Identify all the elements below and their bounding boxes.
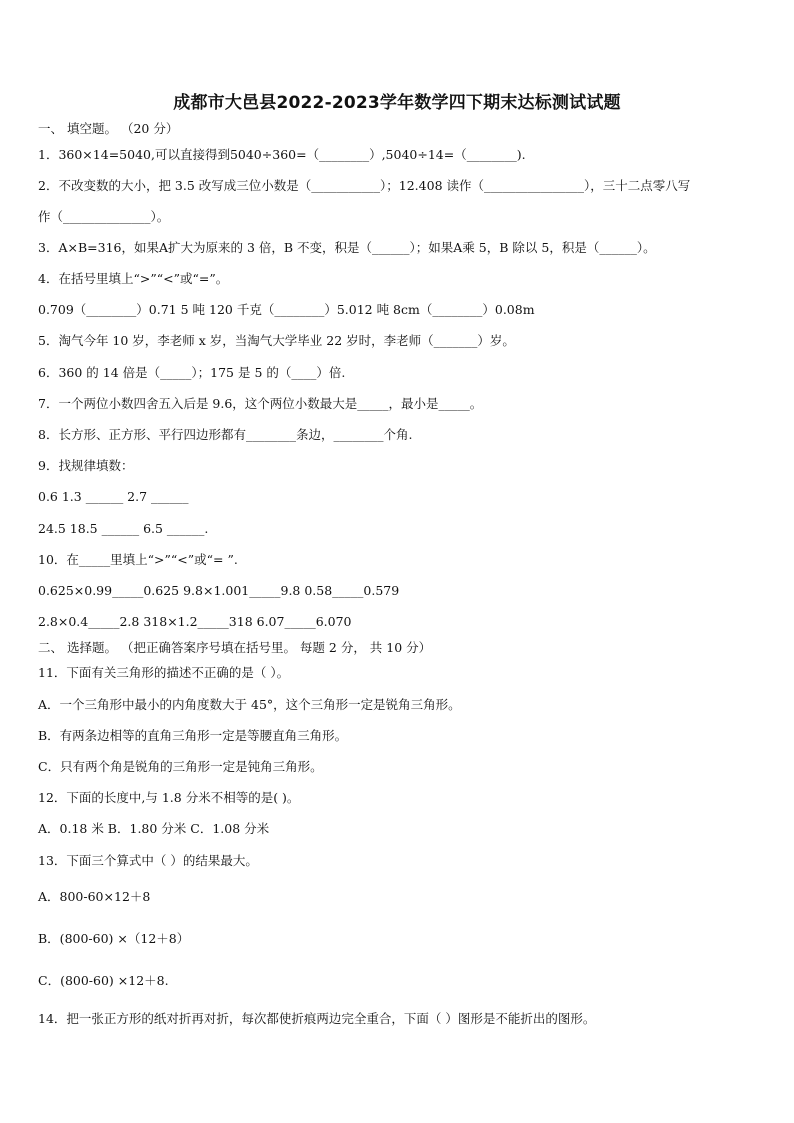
question-2: 2．不改变数的大小，把 3.5 改写成三位小数是（___________）；12.408 读作（________________），三十二点零八写 xyxy=(38,178,691,193)
question-13: 13．下面三个算式中（ ）的结果最大。 xyxy=(38,853,258,868)
question-10-row-1: 0.625×0.99_____0.625 9.8×1.001_____9.8 0.58_____0.579 xyxy=(38,583,400,598)
question-13-option-a: A．800-60×12＋8 xyxy=(38,889,151,904)
question-4: 4．在括号里填上“>”“<”或“=”。 xyxy=(38,271,229,286)
question-9-sequence-1: 0.6 1.3 ______ 2.7 ______ xyxy=(38,489,189,504)
section-heading-fill-blank: 一、 填空题。 （20 分） xyxy=(38,121,179,136)
question-12-options: A．0.18 米 B．1.80 分米 C．1.08 分米 xyxy=(38,821,270,836)
question-2-continued: 作（______________）。 xyxy=(38,209,170,224)
question-11-option-a: A．一个三角形中最小的内角度数大于 45°，这个三角形一定是锐角三角形。 xyxy=(38,697,461,712)
question-12: 12．下面的长度中,与 1.8 分米不相等的是( )。 xyxy=(38,790,300,805)
question-7: 7．一个两位小数四舍五入后是 9.6，这个两位小数最大是_____，最小是_____。 xyxy=(38,396,483,411)
question-3: 3．A×B=316，如果A扩大为原来的 3 倍，B 不变，积是（______）；如果A乘 5，B 除以 5，积是（______）。 xyxy=(38,240,656,255)
page-title: 成都市大邑县2022-2023学年数学四下期末达标测试试题 xyxy=(173,93,621,113)
question-11-option-b: B．有两条边相等的直角三角形一定是等腰直角三角形。 xyxy=(38,728,348,743)
question-14: 14．把一张正方形的纸对折再对折，每次都使折痕两边完全重合，下面（ ）图形是不能折出的图形。 xyxy=(38,1011,596,1026)
question-11-option-c: C．只有两个角是锐角的三角形一定是钝角三角形。 xyxy=(38,759,323,774)
question-11: 11．下面有关三角形的描述不正确的是（ ）。 xyxy=(38,665,290,680)
question-4-items: 0.709（________）0.71 5 吨 120 千克（________）5.012 吨 8cm（________）0.08m xyxy=(38,302,535,317)
question-13-option-b: B．(800-60) ×（12＋8） xyxy=(38,931,190,946)
question-9-sequence-2: 24.5 18.5 ______ 6.5 ______. xyxy=(38,521,209,536)
question-10: 10．在_____里填上“>”“<”或“= ”. xyxy=(38,552,238,567)
section-heading-choice: 二、 选择题。 （把正确答案序号填在括号里。 每题 2 分， 共 10 分） xyxy=(38,640,432,655)
question-5: 5．淘气今年 10 岁，李老师 x 岁，当淘气大学毕业 22 岁时，李老师（_______）岁。 xyxy=(38,333,515,348)
question-13-option-c: C．(800-60) ×12＋8. xyxy=(38,973,169,988)
question-9: 9．找规律填数： xyxy=(38,458,134,473)
question-10-row-2: 2.8×0.4_____2.8 318×1.2_____318 6.07_____6.070 xyxy=(38,614,352,629)
question-8: 8．长方形、正方形、平行四边形都有________条边，________个角. xyxy=(38,427,413,442)
question-1: 1．360×14=5040,可以直接得到5040÷360=（________）,5040÷14=（________). xyxy=(38,147,526,162)
question-6: 6．360 的 14 倍是（_____）；175 是 5 的（____）倍. xyxy=(38,365,346,380)
